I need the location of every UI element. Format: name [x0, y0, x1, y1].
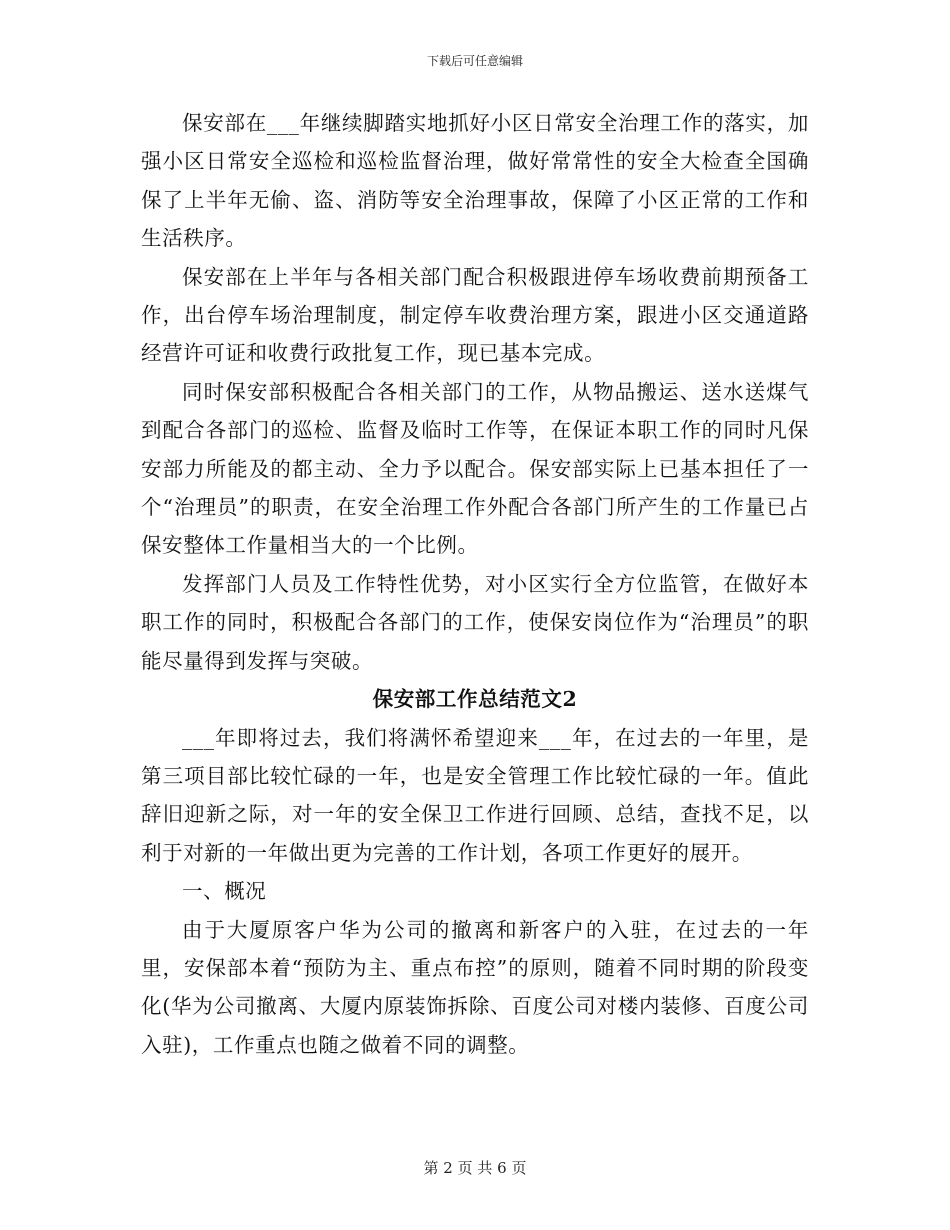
- paragraph-overview-heading: 一、概况: [182, 879, 267, 904]
- paragraph-3: 同时保安部积极配合各相关部门的工作，从物品搬运、送水送煤气到配合各部门的巡检、监督及临时工作等，在保证本职工作的同时凡保安部力所能及的都主动、全力予以配合。保安部实际上已基本担任了一个“治理员”的职责，在安全治理工作外配合各部门所产生的工作量已占保安整体工作量相当大的一个比例。: [141, 379, 809, 558]
- page-footer: 第 2 页 共 6 页: [423, 1159, 527, 1177]
- paragraph-7: 由于大厦原客户华为公司的撤离和新客户的入驻，在过去的一年里，安保部本着“预防为主、重点布控”的原则，随着不同时期的阶段变化(华为公司撤离、大厦内原装饰拆除、百度公司对楼内装修、百度公司入驻)，工作重点也随之做着不同的调整。: [141, 917, 809, 1057]
- paragraph-2: 保安部在上半年与各相关部门配合积极跟进停车场收费前期预备工作，出台停车场治理制度，制定停车收费治理方案，跟进小区交通道路经营许可证和收费行政批复工作，现已基本完成。: [141, 264, 809, 366]
- paragraph-1: 保安部在___年继续脚踏实地抓好小区日常安全治理工作的落实，加强小区日常安全巡检和巡检监督治理，做好常常性的安全大检查全国确保了上半年无偷、盗、消防等安全治理事故，保障了小区正常的工作和生活秩序。: [141, 111, 809, 251]
- document-body: [141, 104, 809, 1064]
- paragraph-5: ___年即将过去，我们将满怀希望迎来___年，在过去的一年里，是第三项目部比较忙碌的一年，也是安全管理工作比较忙碌的一年。值此辞旧迎新之际，对一年的安全保卫工作进行回顾、总结，查找不足，以利于对新的一年做出更为完善的工作计划，各项工作更好的展开。: [141, 725, 809, 865]
- paragraph-4: 发挥部门人员及工作特性优势，对小区实行全方位监管，在做好本职工作的同时，积极配合各部门的工作，使保安岗位作为“治理员”的职能尽量得到发挥与突破。: [141, 571, 809, 673]
- section-heading: 保安部工作总结范文2: [372, 687, 578, 712]
- page-header: 下载后可任意编辑: [426, 54, 523, 68]
